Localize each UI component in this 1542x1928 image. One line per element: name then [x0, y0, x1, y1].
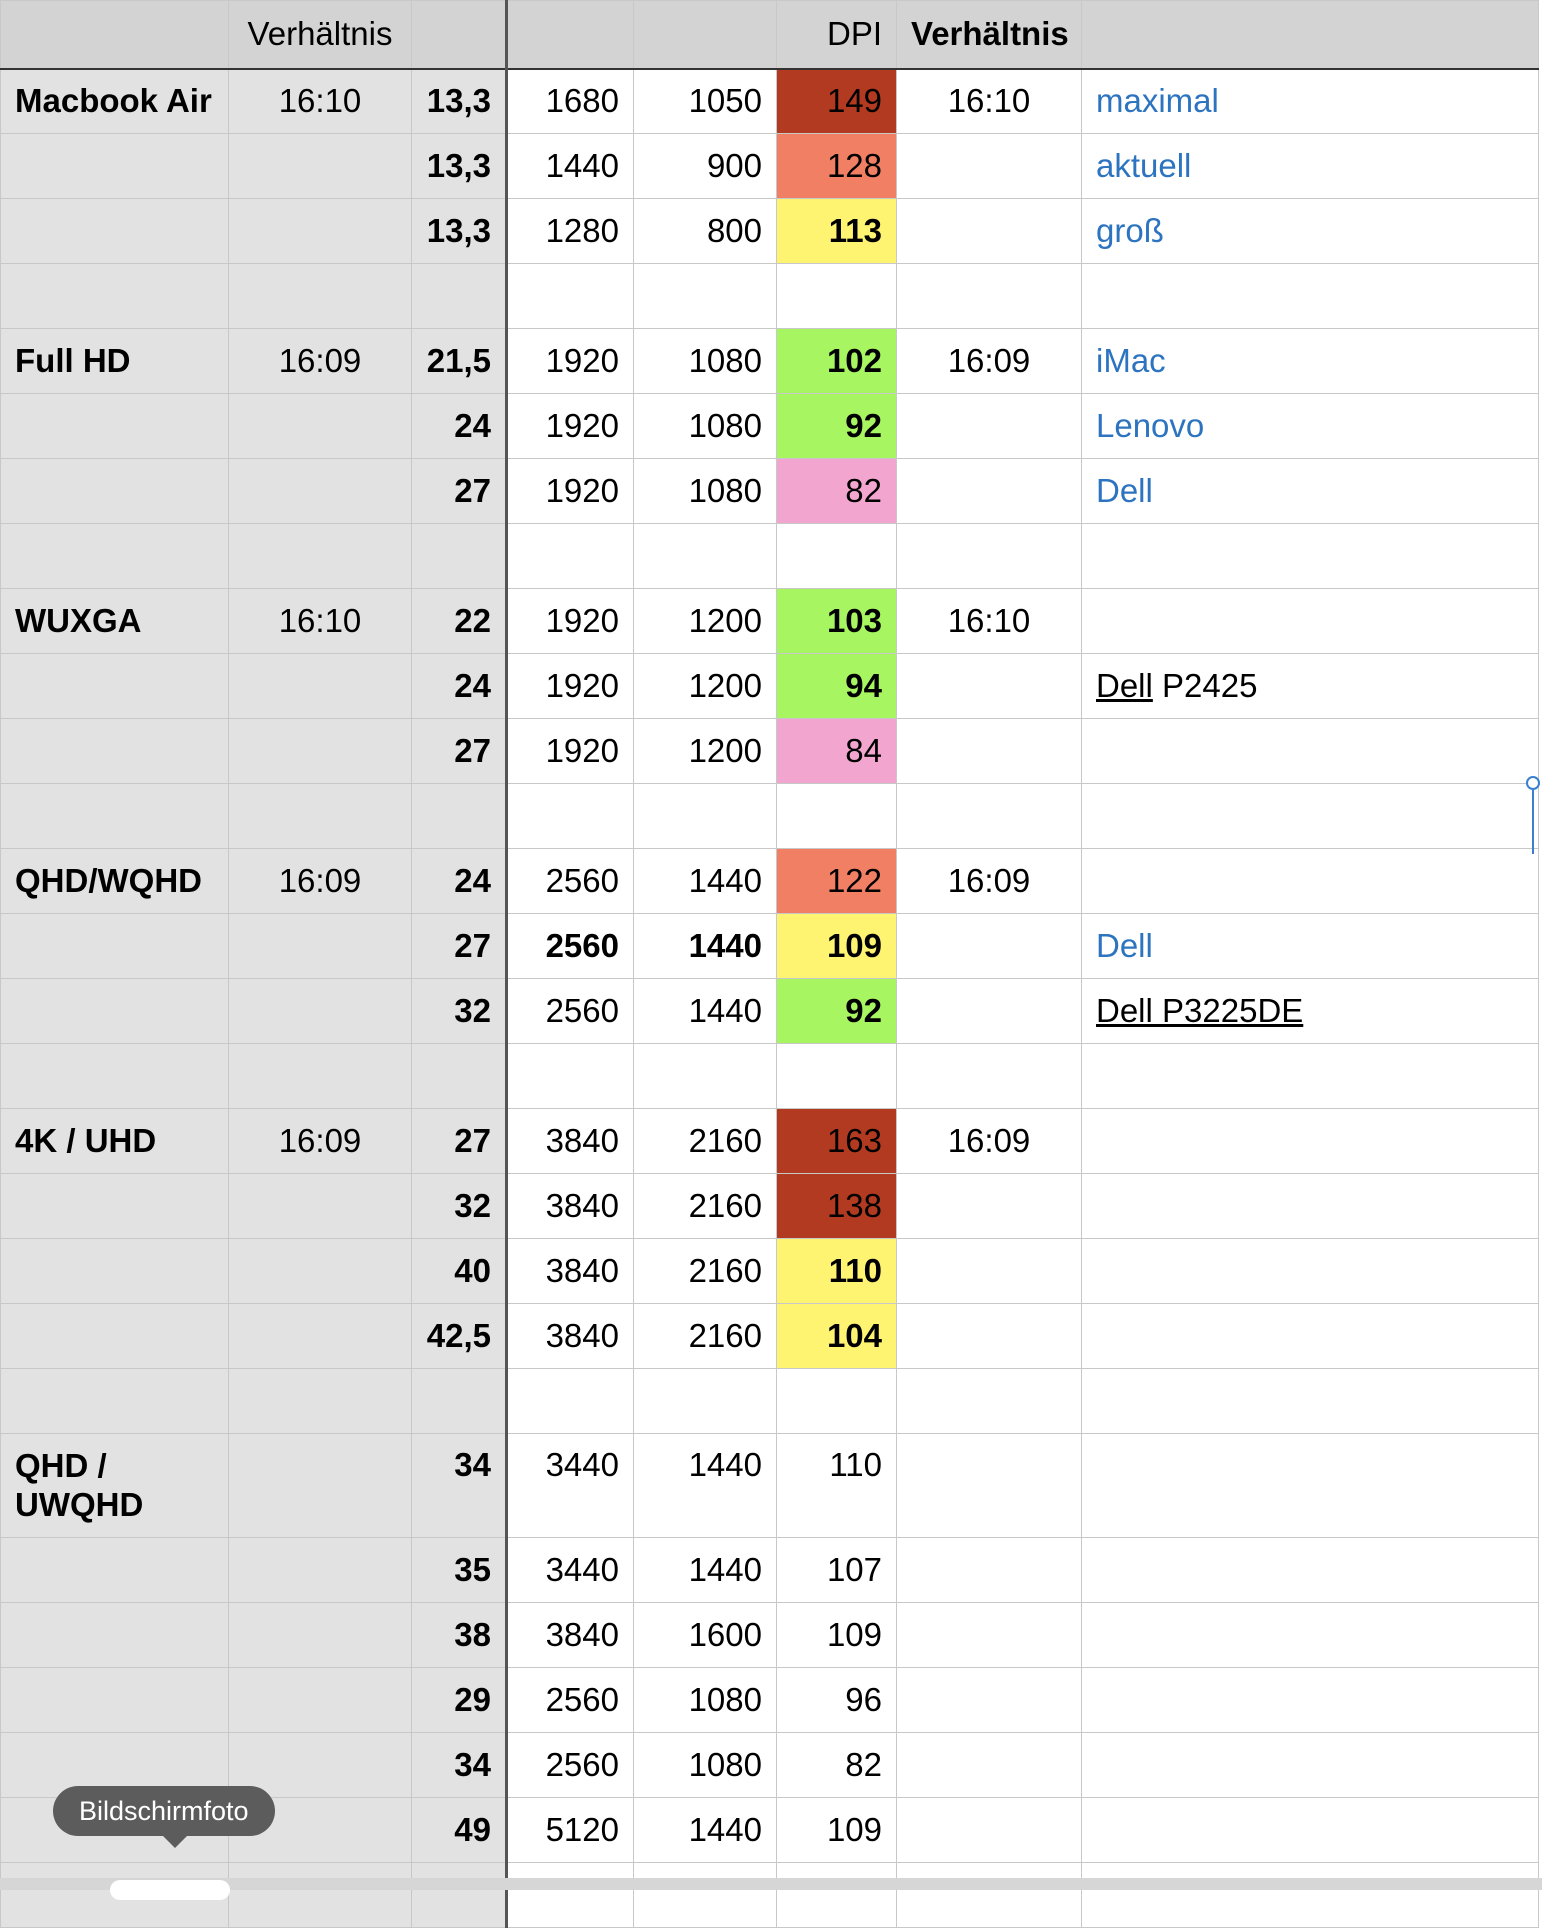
cell-size[interactable]: 24 [412, 654, 507, 719]
note-text[interactable]: Lenovo [1096, 407, 1205, 444]
cell-note[interactable] [1082, 1304, 1539, 1369]
empty-cell[interactable] [1082, 524, 1539, 589]
empty-cell[interactable] [634, 1863, 777, 1928]
cell-ratio2[interactable] [897, 1798, 1082, 1863]
cell-ratio2[interactable] [897, 1733, 1082, 1798]
note-text[interactable]: iMac [1096, 342, 1166, 379]
empty-cell[interactable] [507, 524, 634, 589]
cell-width[interactable]: 3840 [507, 1603, 634, 1668]
cell-display-name[interactable] [1, 459, 229, 524]
cell-note[interactable] [1082, 1798, 1539, 1863]
selection-handle[interactable] [1526, 776, 1540, 790]
table-row [1, 719, 1539, 784]
cell-size[interactable]: 24 [412, 394, 507, 459]
empty-cell[interactable] [634, 1044, 777, 1109]
note-text[interactable]: aktuell [1096, 147, 1192, 184]
cell-ratio[interactable] [229, 1538, 412, 1603]
empty-cell[interactable] [1, 784, 229, 849]
cell-size[interactable]: 42,5 [412, 1304, 507, 1369]
empty-cell[interactable] [229, 264, 412, 329]
cell-note[interactable] [1082, 1733, 1539, 1798]
cell-note[interactable] [1082, 849, 1539, 914]
empty-cell[interactable] [412, 1044, 507, 1109]
empty-cell[interactable] [897, 1863, 1082, 1928]
header-cell-ratio2[interactable]: Verhältnis [897, 1, 1082, 69]
empty-cell[interactable] [634, 524, 777, 589]
cell-height[interactable]: 1200 [634, 654, 777, 719]
cell-display-name[interactable]: Full HD [1, 329, 229, 394]
table-row [1, 134, 1539, 199]
cell-dpi[interactable]: 82 [777, 459, 897, 524]
empty-cell[interactable] [1, 524, 229, 589]
cell-size[interactable]: 13,3 [412, 134, 507, 199]
cell-display-name[interactable]: QHD/WQHD [1, 849, 229, 914]
cell-ratio2[interactable] [897, 979, 1082, 1044]
cell-note[interactable] [1082, 199, 1539, 264]
cell-display-name[interactable]: 4K / UHD [1, 1109, 229, 1174]
bottom-tab[interactable] [110, 1880, 230, 1900]
header-cell-note[interactable] [1082, 1, 1539, 69]
empty-cell[interactable] [1082, 264, 1539, 329]
cell-size[interactable]: 21,5 [412, 329, 507, 394]
header-cell-size[interactable] [412, 1, 507, 69]
cell-note[interactable] [1082, 459, 1539, 524]
cell-height[interactable]: 1200 [634, 719, 777, 784]
note-text[interactable]: Dell P3225DE [1096, 992, 1304, 1029]
table-row [1, 1538, 1539, 1603]
cell-ratio[interactable] [229, 719, 412, 784]
cell-dpi[interactable]: 109 [777, 1798, 897, 1863]
table-row [1, 849, 1539, 914]
cell-dpi[interactable]: 92 [777, 394, 897, 459]
cell-width[interactable]: 1920 [507, 329, 634, 394]
cell-height[interactable]: 2160 [634, 1304, 777, 1369]
cell-height[interactable]: 1080 [634, 1733, 777, 1798]
empty-cell[interactable] [412, 524, 507, 589]
cell-ratio2[interactable] [897, 1304, 1082, 1369]
cell-dpi[interactable]: 149 [777, 69, 897, 134]
cell-width[interactable]: 3840 [507, 1304, 634, 1369]
empty-cell[interactable] [777, 264, 897, 329]
cell-ratio[interactable] [229, 1174, 412, 1239]
cell-display-name[interactable] [1, 199, 229, 264]
cell-ratio[interactable]: 16:09 [229, 849, 412, 914]
note-text[interactable]: groß [1096, 212, 1164, 249]
cell-width[interactable]: 1920 [507, 394, 634, 459]
cell-size[interactable]: 40 [412, 1239, 507, 1304]
table-row [1, 1603, 1539, 1668]
cell-note[interactable] [1082, 394, 1539, 459]
empty-cell[interactable] [897, 784, 1082, 849]
cell-ratio[interactable]: 16:10 [229, 69, 412, 134]
cell-width[interactable]: 1920 [507, 459, 634, 524]
empty-cell[interactable] [897, 1369, 1082, 1434]
note-text[interactable]: Dell [1096, 472, 1153, 509]
cell-dpi[interactable]: 92 [777, 979, 897, 1044]
cell-width[interactable]: 1680 [507, 69, 634, 134]
note-text: P2425 [1152, 667, 1258, 704]
table-row [1, 459, 1539, 524]
cell-ratio2[interactable] [897, 459, 1082, 524]
cell-display-name[interactable] [1, 1239, 229, 1304]
header-row [1, 1, 1539, 69]
cell-size[interactable]: 13,3 [412, 199, 507, 264]
empty-cell[interactable] [229, 524, 412, 589]
cell-ratio[interactable] [229, 1603, 412, 1668]
cell-size[interactable]: 49 [412, 1798, 507, 1863]
cell-ratio2[interactable] [897, 1668, 1082, 1733]
cell-height[interactable]: 1440 [634, 1538, 777, 1603]
cell-size[interactable]: 38 [412, 1603, 507, 1668]
cell-height[interactable]: 1600 [634, 1603, 777, 1668]
cell-size[interactable]: 32 [412, 979, 507, 1044]
cell-dpi[interactable]: 109 [777, 914, 897, 979]
cell-size[interactable]: 27 [412, 1109, 507, 1174]
empty-cell[interactable] [1082, 784, 1539, 849]
cell-display-name[interactable]: WUXGA [1, 589, 229, 654]
header-cell-height[interactable] [634, 1, 777, 69]
cell-width[interactable]: 2560 [507, 849, 634, 914]
empty-cell[interactable] [1082, 1044, 1539, 1109]
cell-height[interactable]: 1080 [634, 1668, 777, 1733]
empty-cell[interactable] [229, 784, 412, 849]
cell-width[interactable]: 5120 [507, 1798, 634, 1863]
cell-ratio[interactable]: 16:09 [229, 1109, 412, 1174]
table-row [1, 979, 1539, 1044]
table-row [1, 199, 1539, 264]
empty-cell[interactable] [507, 784, 634, 849]
cell-size[interactable]: 27 [412, 719, 507, 784]
cell-display-name[interactable] [1, 1174, 229, 1239]
cell-note[interactable] [1082, 1239, 1539, 1304]
spacer-row [1, 264, 1539, 329]
cell-ratio[interactable] [229, 459, 412, 524]
spacer-row [1, 1369, 1539, 1434]
cell-width[interactable]: 1920 [507, 654, 634, 719]
cell-display-name[interactable] [1, 979, 229, 1044]
cell-height[interactable]: 1080 [634, 329, 777, 394]
cell-width[interactable]: 2560 [507, 1668, 634, 1733]
cell-width[interactable]: 2560 [507, 979, 634, 1044]
cell-note[interactable] [1082, 1668, 1539, 1733]
cell-display-name[interactable] [1, 134, 229, 199]
empty-cell[interactable] [634, 264, 777, 329]
cell-height[interactable]: 1440 [634, 979, 777, 1044]
cell-size[interactable]: 35 [412, 1538, 507, 1603]
cell-note[interactable] [1082, 1603, 1539, 1668]
cell-ratio2[interactable] [897, 1174, 1082, 1239]
cell-dpi[interactable]: 94 [777, 654, 897, 719]
empty-cell[interactable] [1, 1044, 229, 1109]
cell-dpi[interactable]: 82 [777, 1733, 897, 1798]
cell-ratio[interactable] [229, 199, 412, 264]
cell-size[interactable]: 22 [412, 589, 507, 654]
empty-cell[interactable] [1082, 1863, 1539, 1928]
empty-cell[interactable] [897, 1044, 1082, 1109]
empty-cell[interactable] [1, 264, 229, 329]
cell-note[interactable] [1082, 1109, 1539, 1174]
bottom-tab-bar [0, 1878, 1542, 1890]
cell-height[interactable]: 2160 [634, 1109, 777, 1174]
cell-width[interactable]: 3440 [507, 1434, 634, 1538]
cell-dpi[interactable]: 138 [777, 1174, 897, 1239]
cell-width[interactable]: 3840 [507, 1174, 634, 1239]
header-cell-width[interactable] [507, 1, 634, 69]
empty-cell[interactable] [777, 1863, 897, 1928]
cell-ratio[interactable] [229, 134, 412, 199]
empty-cell[interactable] [412, 264, 507, 329]
screenshot-tooltip: Bildschirmfoto [53, 1786, 275, 1836]
cell-ratio2[interactable] [897, 654, 1082, 719]
cell-size[interactable]: 29 [412, 1668, 507, 1733]
table-row [1, 1239, 1539, 1304]
empty-cell[interactable] [412, 1863, 507, 1928]
cell-ratio2[interactable] [897, 914, 1082, 979]
cell-display-name[interactable] [1, 719, 229, 784]
cell-ratio2[interactable]: 16:10 [897, 69, 1082, 134]
cell-width[interactable]: 3840 [507, 1239, 634, 1304]
empty-cell[interactable] [229, 1369, 412, 1434]
empty-cell[interactable] [229, 1863, 412, 1928]
cell-width[interactable]: 1440 [507, 134, 634, 199]
cell-size[interactable]: 32 [412, 1174, 507, 1239]
spacer-row [1, 784, 1539, 849]
table-row [1, 1109, 1539, 1174]
cell-ratio2[interactable]: 16:09 [897, 849, 1082, 914]
cell-ratio[interactable]: 16:10 [229, 589, 412, 654]
cell-height[interactable]: 900 [634, 134, 777, 199]
empty-cell[interactable] [1082, 1369, 1539, 1434]
cell-note[interactable] [1082, 1434, 1539, 1538]
empty-cell[interactable] [507, 1369, 634, 1434]
cell-dpi[interactable]: 110 [777, 1434, 897, 1538]
cell-ratio2[interactable] [897, 394, 1082, 459]
empty-cell[interactable] [897, 264, 1082, 329]
cell-display-name[interactable]: QHD / UWQHD [1, 1434, 229, 1538]
table-row [1, 589, 1539, 654]
cell-height[interactable]: 800 [634, 199, 777, 264]
cell-height[interactable]: 2160 [634, 1239, 777, 1304]
cell-dpi[interactable]: 103 [777, 589, 897, 654]
table-row [1, 1174, 1539, 1239]
cell-ratio[interactable] [229, 1239, 412, 1304]
cell-size[interactable]: 34 [412, 1733, 507, 1798]
header-cell-ratio[interactable]: Verhältnis [229, 1, 412, 69]
cell-display-name[interactable] [1, 654, 229, 719]
empty-cell[interactable] [507, 1863, 634, 1928]
empty-cell[interactable] [777, 784, 897, 849]
cell-ratio[interactable] [229, 1668, 412, 1733]
cell-height[interactable]: 1440 [634, 1798, 777, 1863]
cell-size[interactable]: 27 [412, 459, 507, 524]
empty-cell[interactable] [634, 1369, 777, 1434]
cell-ratio2[interactable] [897, 199, 1082, 264]
cell-ratio[interactable] [229, 914, 412, 979]
cell-display-name[interactable] [1, 1538, 229, 1603]
table-row [1, 394, 1539, 459]
table-row [1, 654, 1539, 719]
cell-display-name[interactable] [1, 394, 229, 459]
spacer-row [1, 524, 1539, 589]
cell-dpi[interactable]: 113 [777, 199, 897, 264]
header-cell-dpi[interactable]: DPI [777, 1, 897, 69]
cell-dpi[interactable]: 96 [777, 1668, 897, 1733]
header-cell-name[interactable] [1, 1, 229, 69]
cell-width[interactable]: 2560 [507, 1733, 634, 1798]
cell-size[interactable]: 34 [412, 1434, 507, 1538]
cell-height[interactable]: 1080 [634, 394, 777, 459]
cell-note[interactable] [1082, 134, 1539, 199]
table-row [1, 329, 1539, 394]
cell-width[interactable]: 3840 [507, 1109, 634, 1174]
note-text[interactable]: maximal [1096, 82, 1219, 120]
cell-note[interactable] [1082, 1538, 1539, 1603]
cell-note[interactable] [1082, 654, 1539, 719]
cell-height[interactable]: 2160 [634, 1174, 777, 1239]
cell-dpi[interactable]: 109 [777, 1603, 897, 1668]
cell-size[interactable]: 27 [412, 914, 507, 979]
cell-note[interactable] [1082, 329, 1539, 394]
cell-note[interactable] [1082, 1174, 1539, 1239]
table-row [1, 1304, 1539, 1369]
cell-width[interactable]: 1280 [507, 199, 634, 264]
cell-height[interactable]: 1440 [634, 1434, 777, 1538]
cell-height[interactable]: 1440 [634, 849, 777, 914]
cell-ratio2[interactable]: 16:10 [897, 589, 1082, 654]
cell-ratio2[interactable]: 16:09 [897, 1109, 1082, 1174]
table-row [1, 69, 1539, 134]
cell-height[interactable]: 1080 [634, 459, 777, 524]
cell-ratio2[interactable] [897, 1434, 1082, 1538]
cell-ratio[interactable] [229, 1304, 412, 1369]
empty-cell[interactable] [1, 1369, 229, 1434]
note-text[interactable]: Dell [1096, 927, 1153, 964]
cell-ratio[interactable] [229, 979, 412, 1044]
table-row [1, 1668, 1539, 1733]
cell-ratio[interactable] [229, 394, 412, 459]
cell-size[interactable]: 24 [412, 849, 507, 914]
cell-dpi[interactable]: 110 [777, 1239, 897, 1304]
empty-cell[interactable] [897, 524, 1082, 589]
cell-height[interactable]: 1050 [634, 69, 777, 134]
cell-note[interactable] [1082, 979, 1539, 1044]
empty-cell[interactable] [777, 1044, 897, 1109]
cell-ratio2[interactable] [897, 719, 1082, 784]
cell-dpi[interactable]: 84 [777, 719, 897, 784]
table-row [1, 1434, 1539, 1538]
cell-ratio2[interactable] [897, 1239, 1082, 1304]
cell-note[interactable] [1082, 719, 1539, 784]
cell-display-name[interactable] [1, 1668, 229, 1733]
empty-cell[interactable] [412, 784, 507, 849]
cell-display-name[interactable] [1, 914, 229, 979]
cell-note[interactable] [1082, 914, 1539, 979]
empty-cell[interactable] [777, 1369, 897, 1434]
cell-width[interactable]: 3440 [507, 1538, 634, 1603]
spacer-row [1, 1044, 1539, 1109]
cell-dpi[interactable]: 128 [777, 134, 897, 199]
cell-ratio2[interactable] [897, 134, 1082, 199]
cell-note[interactable] [1082, 69, 1539, 134]
cell-ratio[interactable] [229, 1434, 412, 1538]
cell-display-name[interactable] [1, 1304, 229, 1369]
cell-size[interactable]: 13,3 [412, 69, 507, 134]
cell-ratio2[interactable]: 16:09 [897, 329, 1082, 394]
selection-edge [1532, 790, 1534, 854]
cell-height[interactable]: 1200 [634, 589, 777, 654]
cell-dpi[interactable]: 104 [777, 1304, 897, 1369]
spacer-row [1, 1863, 1539, 1928]
cell-ratio2[interactable] [897, 1538, 1082, 1603]
cell-dpi[interactable]: 102 [777, 329, 897, 394]
cell-width[interactable]: 1920 [507, 589, 634, 654]
empty-cell[interactable] [507, 264, 634, 329]
cell-ratio[interactable] [229, 654, 412, 719]
empty-cell[interactable] [634, 784, 777, 849]
empty-cell[interactable] [777, 524, 897, 589]
cell-note[interactable] [1082, 589, 1539, 654]
empty-cell[interactable] [507, 1044, 634, 1109]
cell-width[interactable]: 1920 [507, 719, 634, 784]
cell-dpi[interactable]: 122 [777, 849, 897, 914]
empty-cell[interactable] [229, 1044, 412, 1109]
cell-dpi[interactable]: 163 [777, 1109, 897, 1174]
note-link[interactable]: Dell [1096, 667, 1153, 704]
cell-display-name[interactable] [1, 1603, 229, 1668]
cell-dpi[interactable]: 107 [777, 1538, 897, 1603]
empty-cell[interactable] [412, 1369, 507, 1434]
cell-ratio[interactable]: 16:09 [229, 329, 412, 394]
cell-width[interactable]: 2560 [507, 914, 634, 979]
cell-ratio2[interactable] [897, 1603, 1082, 1668]
table-row [1, 914, 1539, 979]
cell-height[interactable]: 1440 [634, 914, 777, 979]
cell-display-name[interactable]: Macbook Air [1, 69, 229, 134]
